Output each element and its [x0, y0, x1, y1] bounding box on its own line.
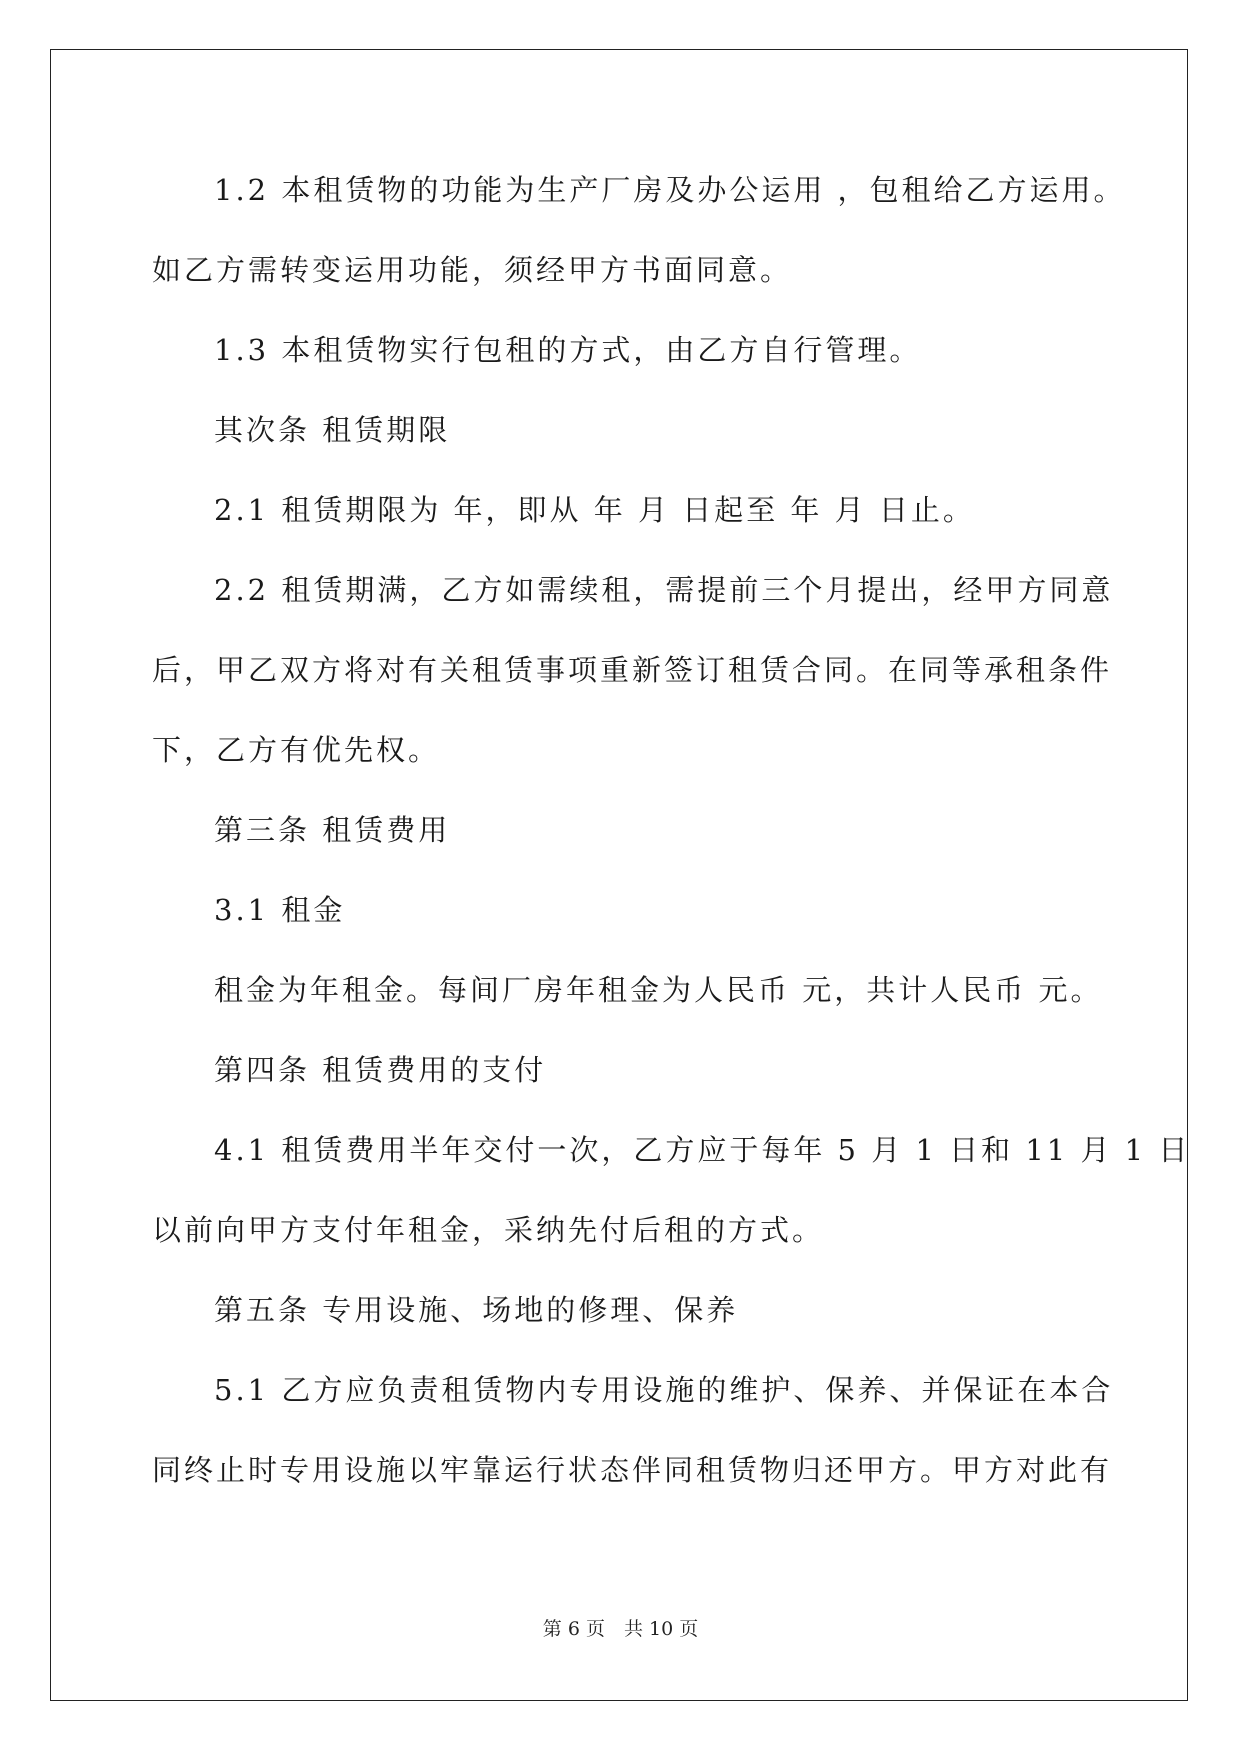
paragraph-line: 5.1 乙方应负责租赁物内专用设施的维护、保养、并保证在本合	[214, 1373, 1114, 1407]
section-heading: 第三条 租赁费用	[214, 813, 451, 847]
paragraph-line: 以前向甲方支付年租金，采纳先付后租的方式。	[152, 1213, 825, 1247]
paragraph-line: 3.1 租金	[214, 893, 346, 927]
paragraph-line: 同终止时专用设施以牢靠运行状态伴同租赁物归还甲方。甲方对此有	[152, 1453, 1113, 1487]
paragraph-line: 租金为年租金。每间厂房年租金为人民币 元，共计人民币 元。	[214, 973, 1103, 1007]
paragraph-line: 2.1 租赁期限为 年，即从 年 月 日起至 年 月 日止。	[214, 493, 975, 527]
paragraph-line: 1.3 本租赁物实行包租的方式，由乙方自行管理。	[214, 333, 922, 367]
paragraph-line: 4.1 租赁费用半年交付一次，乙方应于每年 5 月 1 日和 11 月 1 日	[214, 1133, 1191, 1167]
paragraph-line: 1.2 本租赁物的功能为生产厂房及办公运用 ，包租给乙方运用。	[214, 173, 1126, 207]
paragraph-line: 下，乙方有优先权。	[152, 733, 441, 767]
section-heading: 第五条 专用设施、场地的修理、保养	[214, 1293, 739, 1327]
section-heading: 其次条 租赁期限	[214, 413, 451, 447]
page-number-footer: 第 6 页 共 10 页	[542, 1618, 699, 1640]
paragraph-line: 后，甲乙双方将对有关租赁事项重新签订租赁合同。在同等承租条件	[152, 653, 1113, 687]
section-heading: 第四条 租赁费用的支付	[214, 1053, 547, 1087]
paragraph-line: 2.2 租赁期满，乙方如需续租，需提前三个月提出，经甲方同意	[214, 573, 1114, 607]
paragraph-line: 如乙方需转变运用功能，须经甲方书面同意。	[152, 253, 793, 287]
